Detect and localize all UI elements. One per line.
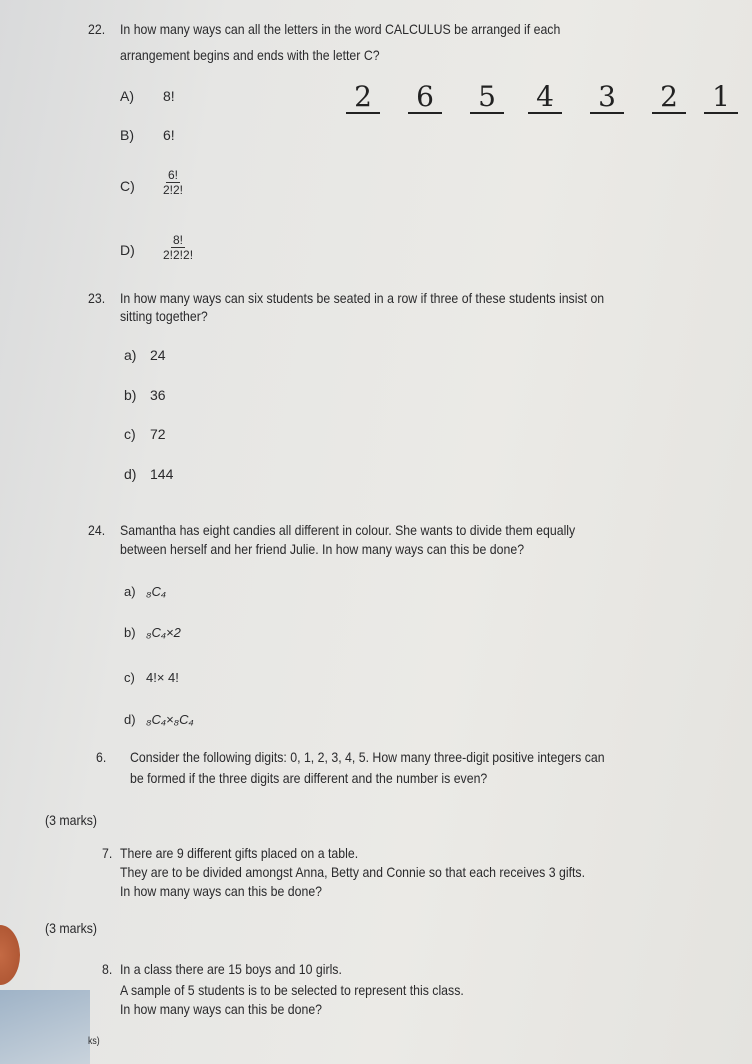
question-number: 24. — [88, 522, 106, 538]
question-text: In how many ways can this be done? — [120, 883, 323, 899]
question-text: In how many ways can all the letters in the word CALCULUS be arranged if each — [120, 21, 561, 37]
option-value: 36 — [150, 387, 166, 403]
option-label: a) — [124, 347, 137, 363]
handwritten-digit: 2 — [652, 82, 686, 114]
option-label: b) — [124, 625, 136, 640]
handwritten-digit: 5 — [470, 82, 504, 114]
handwritten-digit: 4 — [528, 82, 562, 114]
question-text: In a class there are 15 boys and 10 girls. — [120, 961, 342, 977]
handwritten-digit: 2 — [346, 82, 380, 114]
option-value: 8! — [163, 88, 175, 104]
option-value: 6! — [163, 127, 175, 143]
question-number: 23. — [88, 290, 106, 306]
numerator: 6! — [168, 168, 179, 182]
denominator: 2!2! — [163, 183, 184, 197]
option-value: 144 — [150, 466, 174, 482]
question-number: 7. — [102, 845, 113, 861]
question-text: between herself and her friend Julie. In how many ways can this be done? — [120, 541, 525, 557]
fraction — [163, 168, 183, 197]
handwritten-digit: 3 — [590, 82, 624, 114]
handwritten-digit: 1 — [704, 82, 738, 114]
option-label: d) — [124, 466, 137, 482]
question-number: 22. — [88, 21, 106, 37]
marks-label: (3 marks) — [45, 920, 98, 936]
option-value: ₈C₄×₈C₄ — [146, 712, 194, 727]
sleeve — [0, 990, 90, 1064]
question-number: 6. — [96, 749, 107, 765]
handwritten-digit: 6 — [408, 82, 442, 114]
question-text: A sample of 5 students is to be selected to represent this class. — [120, 982, 464, 998]
option-value: 72 — [150, 426, 166, 442]
option-label: c) — [124, 426, 136, 442]
option-label: b) — [124, 387, 137, 403]
question-text: Consider the following digits: 0, 1, 2, 3, 4, 5. How many three-digit positive integers can — [130, 749, 605, 765]
question-text: They are to be divided amongst Anna, Betty and Connie so that each receives 3 gifts. — [120, 864, 586, 880]
finger — [0, 925, 20, 985]
fraction — [163, 233, 193, 262]
option-label: D) — [120, 242, 135, 258]
question-text: In how many ways can six students be seated in a row if three of these students insist on — [120, 290, 605, 306]
numerator: 8! — [173, 233, 184, 247]
option-value: ₈C₄×2 — [146, 625, 181, 640]
option-value: 24 — [150, 347, 166, 363]
option-label: C) — [120, 178, 135, 194]
option-label: c) — [124, 670, 135, 685]
question-text: Samantha has eight candies all different in colour. She wants to divide them equally — [120, 522, 576, 538]
denominator: 2!2!2! — [163, 248, 194, 262]
marks-label: (3 marks) — [45, 812, 98, 828]
option-label: B) — [120, 127, 134, 143]
option-label: d) — [124, 712, 136, 727]
question-number: 8. — [102, 961, 113, 977]
question-text: be formed if the three digits are different and the number is even? — [130, 770, 488, 786]
marks-label: ks) — [88, 1036, 100, 1047]
option-label: a) — [124, 584, 136, 599]
question-text: sitting together? — [120, 308, 208, 324]
option-value: 4!× 4! — [146, 670, 179, 685]
question-text: There are 9 different gifts placed on a table. — [120, 845, 359, 861]
question-text: arrangement begins and ends with the letter C? — [120, 47, 380, 63]
question-text: In how many ways can this be done? — [120, 1001, 323, 1017]
option-label: A) — [120, 88, 134, 104]
option-value: ₈C₄ — [146, 584, 167, 599]
